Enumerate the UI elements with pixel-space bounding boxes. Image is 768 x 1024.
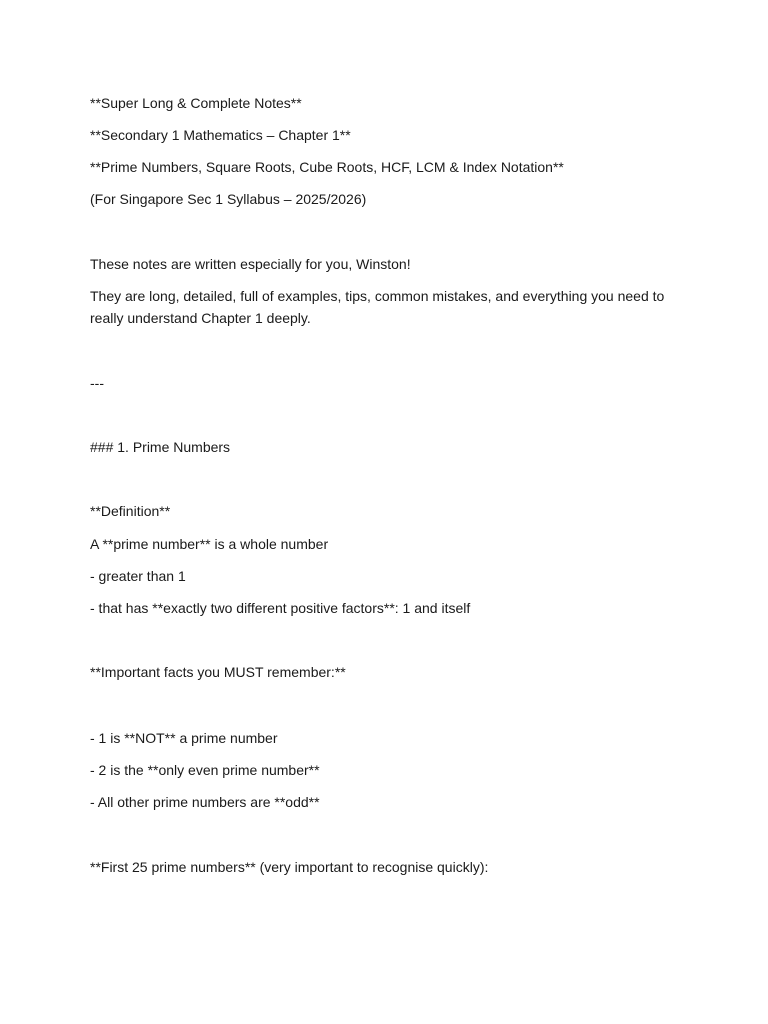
definition-label: **Definition**: [90, 503, 171, 519]
definition-bullet: - that has **exactly two different positive factors**: 1 and itself: [90, 600, 471, 616]
section-heading: ### 1. Prime Numbers: [90, 439, 231, 455]
horizontal-rule-text: ---: [90, 375, 104, 391]
first-primes-label: **First 25 prime numbers** (very important to recognise quickly):: [90, 859, 489, 875]
intro-paragraph-2: They are long, detailed, full of examples, tips, common mistakes, and everything you need to really understand Chapter 1 deeply.: [90, 288, 665, 326]
chapter-topics-line: **Prime Numbers, Square Roots, Cube Roots, HCF, LCM & Index Notation**: [90, 159, 564, 175]
definition-bullet: - greater than 1: [90, 568, 186, 584]
fact-bullet: - All other prime numbers are **odd**: [90, 794, 320, 810]
notes-heading-line: **Super Long & Complete Notes**: [90, 95, 302, 111]
intro-paragraph-1: These notes are written especially for you, Winston!: [90, 256, 411, 272]
fact-bullet: - 2 is the **only even prime number**: [90, 762, 320, 778]
course-title-line: **Secondary 1 Mathematics – Chapter 1**: [90, 127, 351, 143]
definition-text: A **prime number** is a whole number: [90, 536, 329, 552]
important-facts-label: **Important facts you MUST remember:**: [90, 664, 346, 680]
fact-bullet: - 1 is **NOT** a prime number: [90, 730, 278, 746]
syllabus-line: (For Singapore Sec 1 Syllabus – 2025/2026): [90, 191, 367, 207]
